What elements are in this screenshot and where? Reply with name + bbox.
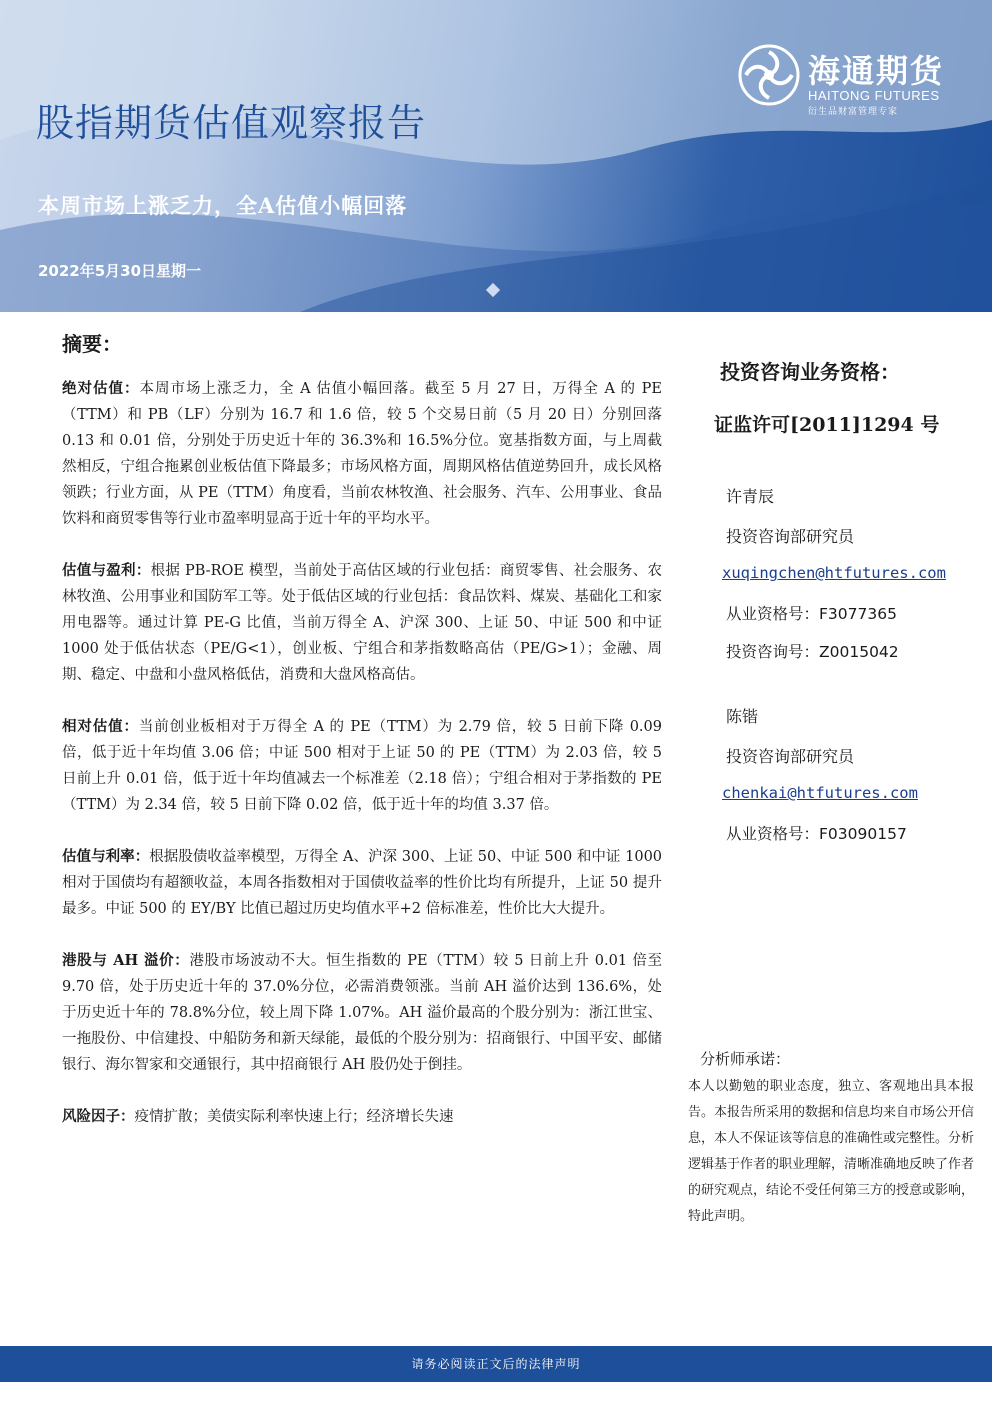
paragraph-lead: 港股与 AH 溢价： <box>62 952 190 969</box>
logo-en-text: HAITONG FUTURES <box>808 88 940 103</box>
header-banner <box>0 0 992 312</box>
paragraph-valuation-profit <box>62 558 662 688</box>
abstract-body <box>62 376 662 1156</box>
logo-tagline: 衍生品财富管理专家 <box>808 107 899 117</box>
pledge-heading: 分析师承诺： <box>700 1050 791 1068</box>
paragraph-absolute-valuation <box>62 376 662 532</box>
haitong-logo-icon <box>738 44 800 106</box>
paragraph-lead: 绝对估值： <box>62 380 140 397</box>
abstract-heading: 摘要： <box>62 332 122 356</box>
report-date: 2022年5月30日星期一 <box>38 262 202 280</box>
paragraph-lead: 风险因子： <box>62 1108 135 1125</box>
logo-cn-text: 海通期货 <box>808 52 945 90</box>
analyst-role: 投资咨询部研究员 <box>726 527 855 546</box>
analyst-name: 许青辰 <box>726 487 775 506</box>
paragraph-hk-ah-premium <box>62 948 662 1078</box>
analyst-email-link[interactable]: xuqingchen@htfutures.com <box>722 564 946 582</box>
footer-disclaimer: 请务必阅读正文后的法律声明 <box>0 1346 992 1382</box>
analyst-role: 投资咨询部研究员 <box>726 747 855 766</box>
paragraph-text: 根据股债收益率模型，万得全 A、沪深 300、上证 50、中证 500 和中证 1000 相对于国债均有超额收益，本周各指数相对于国债收益率的性价比均有所提升，上证 50 提升最多。中证 500 的 EY/BY 比值已超过历史均值水平+2 倍标准差，性价比大大提升。 <box>62 849 663 917</box>
report-title: 股指期货估值观察报告 <box>36 101 427 145</box>
analyst-name: 陈锴 <box>726 707 759 726</box>
analyst-practice-number: 从业资格号：F03090157 <box>726 825 907 843</box>
paragraph-valuation-rates <box>62 844 662 922</box>
paragraph-relative-valuation <box>62 714 662 818</box>
paragraph-text: 根据 PB-ROE 模型，当前处于高估区域的行业包括：商贸零售、社会服务、农林牧渔、公用事业和国防军工等。处于低估区域的行业包括：食品饮料、煤炭、基础化工和家用电器等。通过计算 PE-G 比值，当前万得全 A、沪深 300、上证 50、中证 500 和中证 1000 处于低估状态（PE/G<1），创业板、宁组合和茅指数略高估（PE/G>1）；金融、周期、稳定、中盘和小盘风格低估，消费和大盘风格高估。 <box>62 563 663 683</box>
license-number: 证监许可[2011]1294 号 <box>714 414 940 436</box>
paragraph-risk-factors <box>62 1104 662 1130</box>
paragraph-text: 本周市场上涨乏力，全 A 估值小幅回落。截至 5 月 27 日，万得全 A 的 PE（TTM）和 PB（LF）分别为 16.7 和 1.6 倍，较 5 个交易日前（5 月 20 日）分别回落 0.13 和 0.01 倍，分别处于历史近十年的 36.3%和 16.5%分位。宽基指数方面，与上周截然相反，宁组合拖累创业板估值下降最多；市场风格方面，周期风格估值逆势回升，成长风格领跌；行业方面，从 PE（TTM）角度看，当前农林牧渔、社会服务、汽车、公用事业、食品饮料和商贸零售等行业市盈率明显高于近十年的平均水平。 <box>62 381 662 527</box>
paragraph-lead: 相对估值： <box>62 718 139 735</box>
paragraph-lead: 估值与利率： <box>62 848 150 865</box>
analyst-practice-number: 从业资格号：F3077365 <box>726 605 897 623</box>
analyst-email-link[interactable]: chenkai@htfutures.com <box>722 784 918 802</box>
report-subtitle: 本周市场上涨乏力，全A估值小幅回落 <box>38 193 408 218</box>
paragraph-text: 当前创业板相对于万得全 A 的 PE（TTM）为 2.79 倍，较 5 日前下降 0.09 倍，低于近十年均值 3.06 倍；中证 500 相对于上证 50 的 PE（TTM）为 2.03 倍，较 5 日前上升 0.01 倍，低于近十年均值减去一个标准差（2.18 倍）；宁组合相对于茅指数的 PE（TTM）为 2.34 倍，较 5 日前下降 0.02 倍，低于近十年的均值 3.37 倍。 <box>62 719 662 813</box>
paragraph-lead: 估值与盈利： <box>62 562 151 579</box>
analyst-consult-number: 投资咨询号：Z0015042 <box>726 643 899 661</box>
paragraph-text: 疫情扩散；美债实际利率快速上行；经济增长失速 <box>134 1109 454 1125</box>
pledge-body: 本人以勤勉的职业态度，独立、客观地出具本报告。本报告所采用的数据和信息均来自市场公开信息，本人不保证该等信息的准确性或完整性。分析逻辑基于作者的职业理解，清晰准确地反映了作者的研究观点，结论不受任何第三方的授意或影响，特此声明。 <box>688 1079 975 1224</box>
company-logo <box>738 44 968 117</box>
paragraph-text: 港股市场波动不大。恒生指数的 PE（TTM）较 5 日前上升 0.01 倍至 9.70 倍，处于历史近十年的 37.0%分位，必需消费领涨。当前 AH 溢价达到 136.6%，处于历史近十年的 78.8%分位，较上周下降 1.07%。AH 溢价最高的个股分别为：浙江世宝、一拖股份、中信建投、中船防务和新天绿能，最低的个股分别为：招商银行、中国平安、邮储银行、海尔智家和交通银行，其中招商银行 AH 股仍处于倒挂。 <box>62 953 663 1073</box>
qualification-title: 投资咨询业务资格： <box>720 360 900 384</box>
